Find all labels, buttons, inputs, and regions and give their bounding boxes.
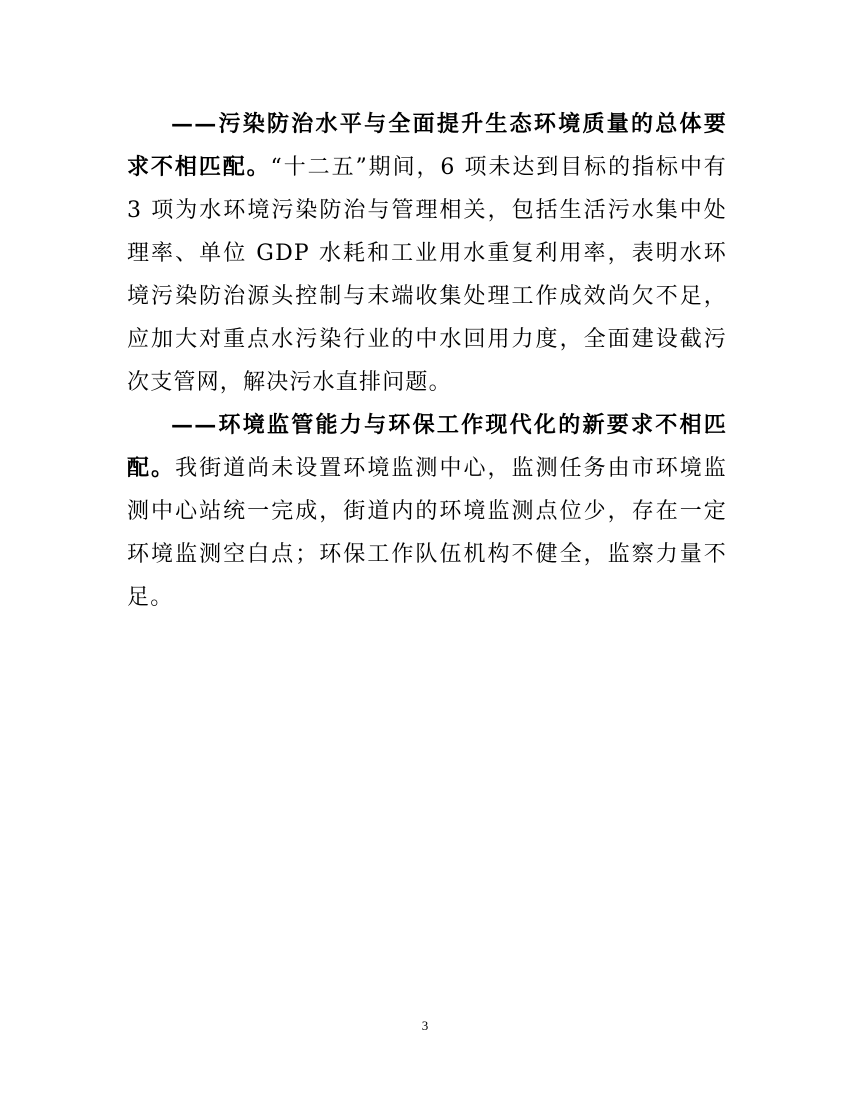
paragraph-heading: ——污染防治水平与全面提升生态环境质量的总体要求不相匹配。 bbox=[127, 111, 727, 180]
paragraph-environmental-supervision bbox=[127, 404, 727, 619]
page-number: 3 bbox=[421, 1018, 429, 1033]
paragraph-body: 我街道尚未设置环境监测中心，监测任务由市环境监测中心站统一完成，街道内的环境监测点位少，存在一定环境监测空白点；环保工作队伍机构不健全，监察力量不足。 bbox=[127, 456, 727, 610]
paragraph-heading: ——环境监管能力与环保工作现代化的新要求不相匹配。 bbox=[127, 412, 727, 481]
paragraph-pollution-prevention bbox=[127, 103, 727, 404]
paragraph-body: “十二五”期间，6 项未达到目标的指标中有 3 项为水环境污染防治与管理相关，包括生活污水集中处理率、单位 GDP 水耗和工业用水重复利用率，表明水环境污染防治源头控制与末端收集处理工作成效尚欠不足，应加大对重点水污染行业的中水回用力度，全面建设截污次支管网，解决污水直排问题。 bbox=[127, 155, 727, 395]
